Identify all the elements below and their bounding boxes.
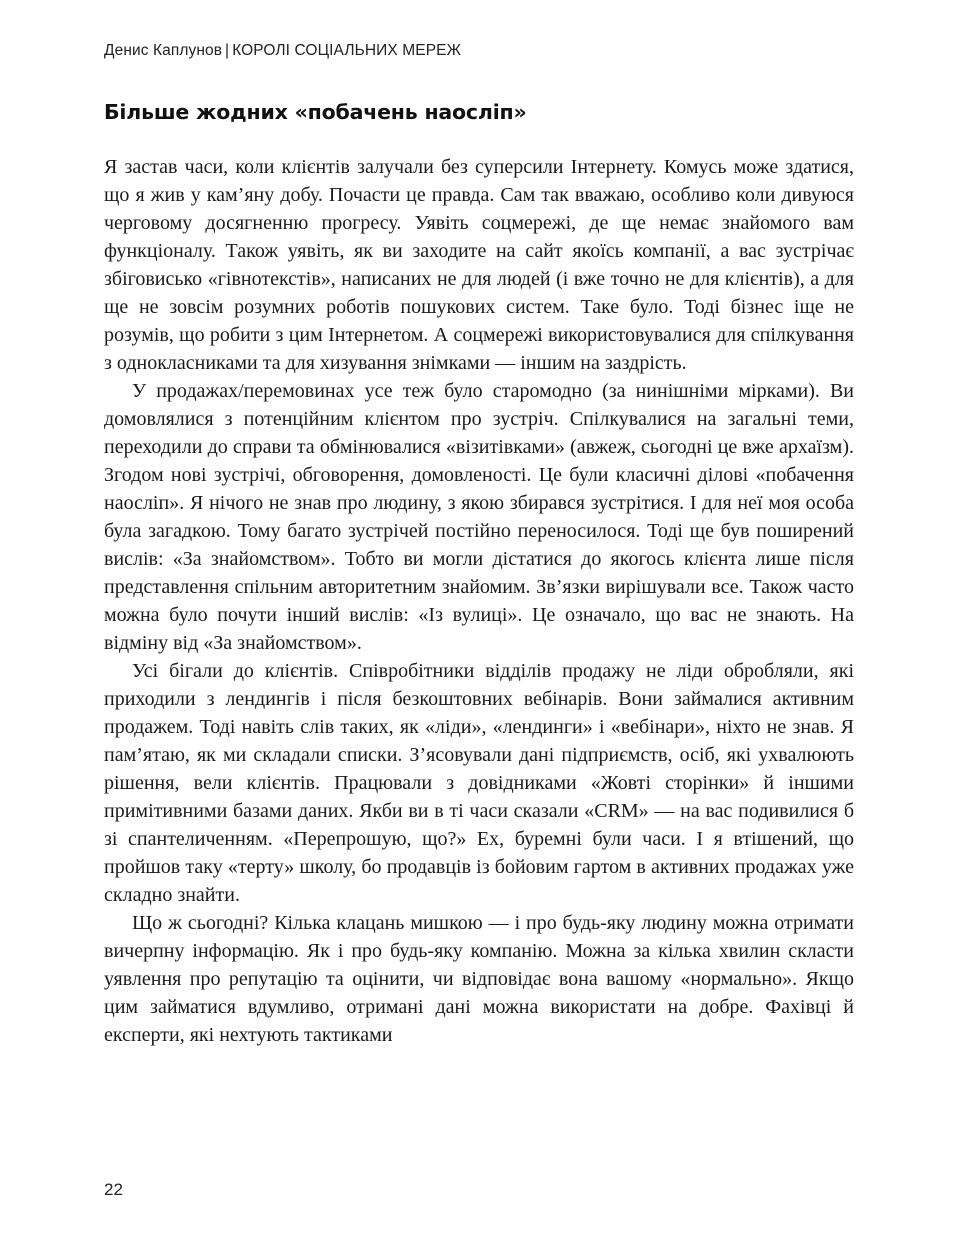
page-number: 22 [104, 1180, 123, 1199]
running-header [104, 42, 461, 60]
paragraph-1: Я застав часи, коли клієнтів залучали без суперсили Інтернету. Комусь може здатися, що я жив у кам’яну добу. Почасти це правда. Сам так вважаю, особливо коли дивуюся черговому досягненню прогресу. Уявіть соцмережі, де ще немає знайомого вам функціоналу. Також уявіть, як ви заходите на сайт якоїсь компанії, а вас зустрічає збіговисько «гівнотекстів», написаних не для людей (і вже точно не для клієнтів), а для ще не зовсім розумних роботів пошукових систем. Таке було. Тоді бізнес іще не розумів, що робити з цим Інтернетом. А соцмережі використовувалися для спілкування з однокласниками та для хизування знімками — іншим на заздрість. [104, 156, 854, 374]
header-author: Денис Каплунов [104, 42, 223, 59]
body-text [104, 153, 854, 1049]
paragraph-2: У продажах/перемовинах усе теж було старомодно (за нинішніми мірками). Ви домовлялися з потенційним клієнтом про зустріч. Спілкувалися на загальні теми, переходили до справи та обмінювалися «візитівками» (авжеж, сьогодні це вже архаїзм). Згодом нові зустрічі, обговорення, домовленості. Це були класичні ділові «побачення наосліп». Я нічого не знав про людину, з якою збирався зустрітися. І для неї моя особа була загадкою. Тому багато зустрічей постійно переносилося. Тоді ще був поширений вислів: «За знайомством». Тобто ви могли дістатися до якогось клієнта лише після представлення спільним авторитетним знайомим. Зв’язки вирішували все. Також часто можна було почути інший вислів: «Із вулиці». Це означало, що вас не знають. На відміну від «За знайомством». [104, 380, 854, 654]
paragraph-3: Усі бігали до клієнтів. Співробітники відділів продажу не ліди обробляли, які приходили з лендингів і після безкоштовних вебінарів. Вони займалися активним продажем. Тоді навіть слів таких, як «ліди», «лендинги» і «вебінари», ніхто не знав. Я пам’ятаю, як ми складали списки. З’ясовували дані підприємств, осіб, які ухвалюють рішення, вели клієнтів. Працювали з довідниками «Жовті сторінки» й іншими примітивними базами даних. Якби ви в ті часи сказали «CRM» — на вас подивилися б зі спантеличенням. «Перепрошую, що?» Ех, буремні були часи. І я втішений, що пройшов таку «терту» школу, бо продавців із бойовим гартом в активних продажах уже складно знайти. [104, 660, 854, 906]
paragraph-4: Що ж сьогодні? Кілька клацань мишкою — і про будь-яку людину можна отримати вичерпну інформацію. Як і про будь-яку компанію. Можна за кілька хвилин скласти уявлення про репутацію та оцінити, чи відповідає вона вашому «нормально». Якщо цим займатися вдумливо, отримані дані можна використати на добре. Фахівці й експерти, які нехтують тактиками [104, 912, 854, 1046]
header-book-title: КОРОЛІ СОЦІАЛЬНИХ МЕРЕЖ [232, 42, 461, 59]
section-title: Більше жодних «побачень наосліп» [104, 100, 527, 124]
header-separator: | [225, 42, 230, 59]
